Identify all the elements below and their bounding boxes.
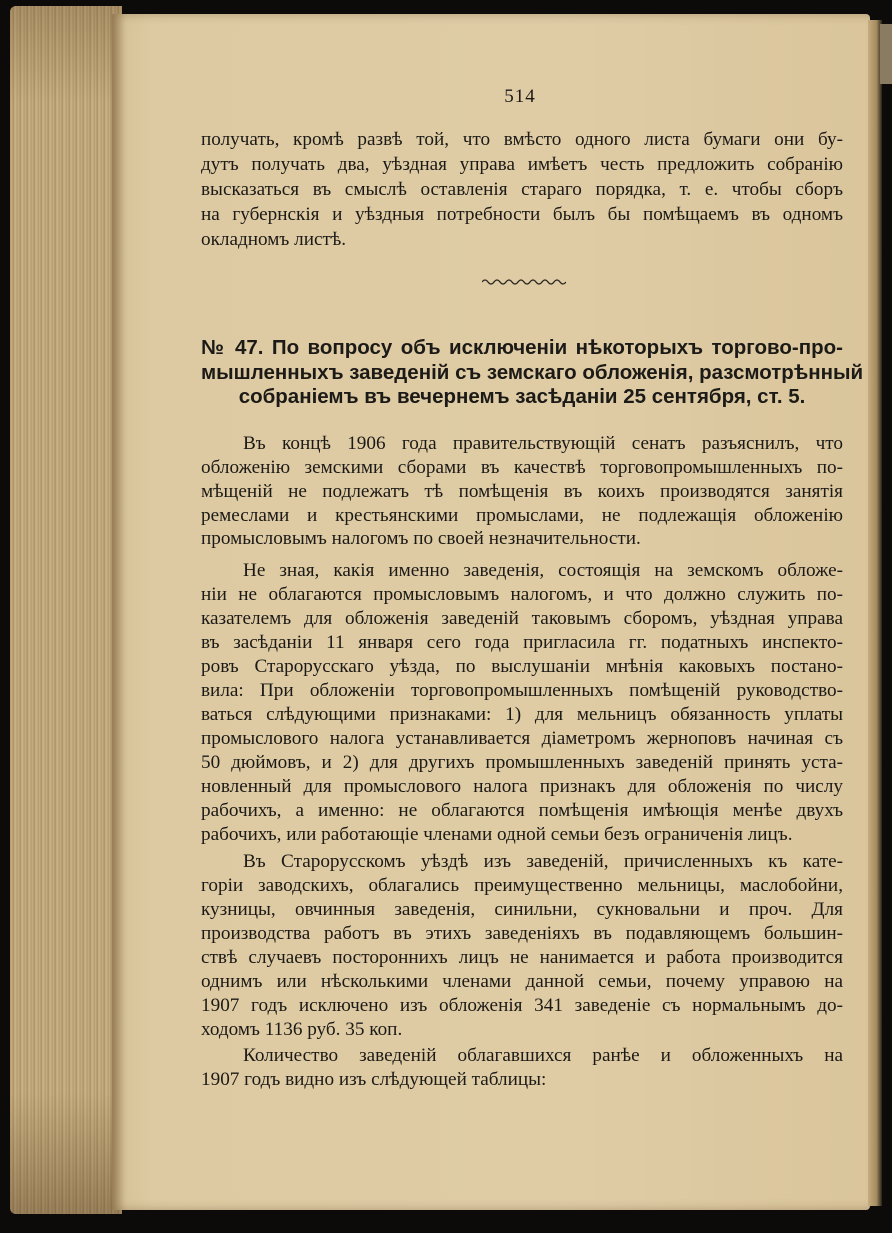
- paragraph-line: ходомъ 1136 руб. 35 коп.: [201, 1019, 403, 1040]
- paragraph-line: ствѣ случаевъ постороннихъ лицъ не нанимается и работа производится: [201, 947, 843, 968]
- paragraph-line: однимъ или нѣсколькими членами данной семьи, почему управою на: [201, 971, 843, 992]
- page-right-edge: [868, 20, 882, 1206]
- page-number: 514: [504, 86, 536, 107]
- paragraph-line: вила: При обложеніи торговопромышленныхъ помѣщеній руководство-: [201, 680, 843, 701]
- section-heading-line: собраніемъ въ вечернемъ засѣданіи 25 сентября, ст. 5.: [238, 385, 806, 408]
- section-heading-line: № 47. По вопросу объ исключеніи нѣкоторыхъ торгово-про-: [201, 336, 843, 359]
- paragraph-line: обложенію земскими сборами въ качествѣ торговопромышленныхъ по-: [201, 457, 843, 478]
- paragraph-line: промыслового налога устанавливается діаметромъ жерноповъ начиная съ: [201, 728, 843, 749]
- paragraph-line: Не зная, какія именно заведенія, состоящія на земскомъ обложе-: [243, 560, 843, 581]
- paragraph-line: ремеслами и крестьянскими промыслами, не подлежащія обложенію: [201, 505, 843, 526]
- paragraph-line: 1907 годъ исключено изъ обложенія 341 заведеніе съ нормальнымъ до-: [201, 995, 843, 1016]
- intro-line: на губернскія и уѣздныя потребности былъ бы помѣщаемъ въ одномъ: [201, 204, 843, 225]
- intro-line: окладномъ листѣ.: [201, 229, 347, 250]
- paragraph-line: производства работъ въ этихъ заведеніяхъ въ подавляющемъ большин-: [201, 923, 843, 944]
- book-page-edges: [10, 6, 122, 1214]
- paragraph-line: кузницы, овчинныя заведенія, синильни, сукновальни и проч. Для: [201, 899, 843, 920]
- paragraph-line: Количество заведеній облагавшихся ранѣе и обложенныхъ на: [243, 1045, 843, 1066]
- section-heading-line: мышленныхъ заведеній съ земскаго обложенія, разсмотрѣнный: [201, 361, 864, 384]
- paragraph-line: ровъ Старорусскаго уѣзда, по выслушаніи мнѣнія каковыхъ постано-: [201, 656, 843, 677]
- paragraph-line: горіи заводскихъ, облагались преимущественно мельницы, маслобойни,: [201, 875, 843, 896]
- paragraph-line: Въ концѣ 1906 года правительствующій сенатъ разъяснилъ, что: [243, 433, 843, 454]
- intro-line: высказаться въ смыслѣ оставленія стараго порядка, т. е. чтобы сборъ: [201, 179, 843, 200]
- paragraph-line: рабочихъ, или работающіе членами одной семьи безъ ограниченія лицъ.: [201, 824, 793, 845]
- scan-corner-strip: [880, 24, 892, 84]
- paragraph-line: 50 дюймовъ, и 2) для другихъ промышленныхъ заведеній принять уста-: [201, 752, 843, 773]
- paragraph-line: казателемъ для обложенія заведеній таковымъ сборомъ, уѣздная управа: [201, 608, 843, 629]
- intro-line: получать, кромѣ развѣ той, что вмѣсто одного листа бумаги они бу-: [201, 129, 843, 150]
- paragraph-line: ніи не облагаются промысловымъ налогомъ, и что должно служить по-: [201, 584, 843, 605]
- paragraph-line: въ засѣданіи 11 января сего года пригласила гг. податныхъ инспекто-: [201, 632, 843, 653]
- paragraph-line: мѣщеній не подлежатъ тѣ помѣщенія въ коихъ производятся занятія: [201, 481, 843, 502]
- intro-line: дутъ получать два, уѣздная управа имѣетъ честь предложить собранію: [201, 154, 843, 175]
- paragraph-line: 1907 годъ видно изъ слѣдующей таблицы:: [201, 1069, 547, 1090]
- paragraph-line: новленный для промыслового налога признакъ для обложенія по числу: [201, 776, 843, 797]
- paragraph-line: рабочихъ, а именно: не облагаются помѣщенія имѣющія менѣе двухъ: [201, 800, 843, 821]
- paragraph-line: Въ Старорусскомъ уѣздѣ изъ заведеній, причисленныхъ къ кате-: [243, 851, 843, 872]
- wavy-separator: [482, 276, 566, 286]
- paragraph-line: промысловымъ налогомъ по своей незначительности.: [201, 528, 641, 549]
- paragraph-line: ваться слѣдующими признаками: 1) для мельницъ обязанность уплаты: [201, 704, 843, 725]
